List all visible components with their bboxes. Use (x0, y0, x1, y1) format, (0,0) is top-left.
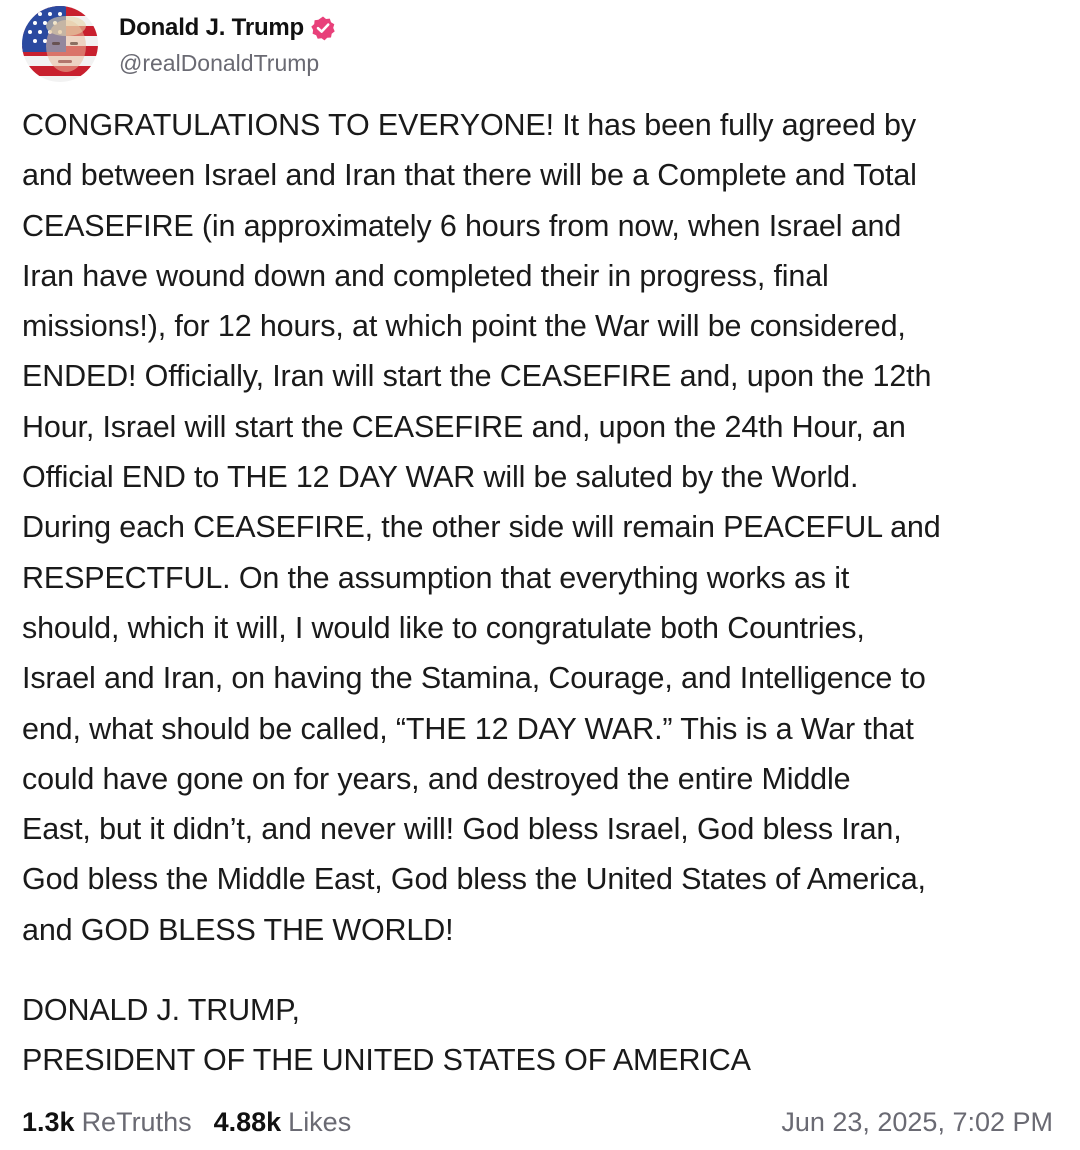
post-stats (22, 1107, 373, 1138)
display-name[interactable]: Donald J. Trump (119, 14, 305, 41)
post-footer (22, 1100, 1053, 1144)
likes-count: 4.88k (213, 1106, 282, 1137)
likes-label: Likes (288, 1106, 352, 1137)
post-body (22, 100, 1062, 955)
post-line: and between Israel and Iran that there will be a Complete and Total (22, 158, 917, 193)
post-line: Iran have wound down and completed their in progress, final (22, 258, 829, 293)
post-line: God bless the Middle East, God bless the United States of America, (22, 862, 926, 897)
verified-badge-icon (310, 15, 336, 41)
post-line: could have gone on for years, and destroyed the entire Middle (22, 761, 851, 796)
post-line: RESPECTFUL. On the assumption that everything works as it (22, 560, 850, 595)
flag-portrait-avatar-icon (22, 6, 98, 82)
post-line: CEASEFIRE (in approximately 6 hours from now, when Israel and (22, 208, 902, 243)
likes-stat[interactable] (214, 1107, 352, 1138)
post-timestamp[interactable]: Jun 23, 2025, 7:02 PM (781, 1106, 1053, 1137)
post-line: CONGRATULATIONS TO EVERYONE! It has been fully agreed by (22, 108, 916, 142)
post-line: Israel and Iran, on having the Stamina, Courage, and Intelligence to (22, 661, 926, 696)
author-names (119, 11, 336, 77)
retruths-label: ReTruths (81, 1106, 192, 1137)
post-line: end, what should be called, “THE 12 DAY WAR.” This is a War that (22, 711, 914, 746)
post-line: East, but it didn’t, and never will! God bless Israel, God bless Iran, (22, 812, 902, 847)
post-line: and GOD BLESS THE WORLD! (22, 912, 454, 947)
post-line: should, which it will, I would like to congratulate both Countries, (22, 610, 865, 645)
post-line: Hour, Israel will start the CEASEFIRE and, upon the 24th Hour, an (22, 409, 906, 444)
post-signature (22, 985, 751, 1086)
avatar[interactable] (22, 6, 98, 82)
post-line: Official END to THE 12 DAY WAR will be saluted by the World. (22, 460, 859, 495)
retruths-count: 1.3k (22, 1106, 75, 1137)
signature-name: DONALD J. TRUMP, (22, 993, 300, 1027)
post-header (22, 6, 336, 82)
post-line: missions!), for 12 hours, at which point the War will be considered, (22, 309, 906, 344)
signature-title: PRESIDENT OF THE UNITED STATES OF AMERICA (22, 1043, 751, 1078)
handle[interactable]: @realDonaldTrump (119, 50, 320, 76)
display-name-row (119, 11, 336, 45)
post-line: During each CEASEFIRE, the other side will remain PEACEFUL and (22, 510, 941, 545)
retruths-stat[interactable] (22, 1107, 192, 1138)
post-line: ENDED! Officially, Iran will start the CEASEFIRE and, upon the 12th (22, 359, 932, 394)
